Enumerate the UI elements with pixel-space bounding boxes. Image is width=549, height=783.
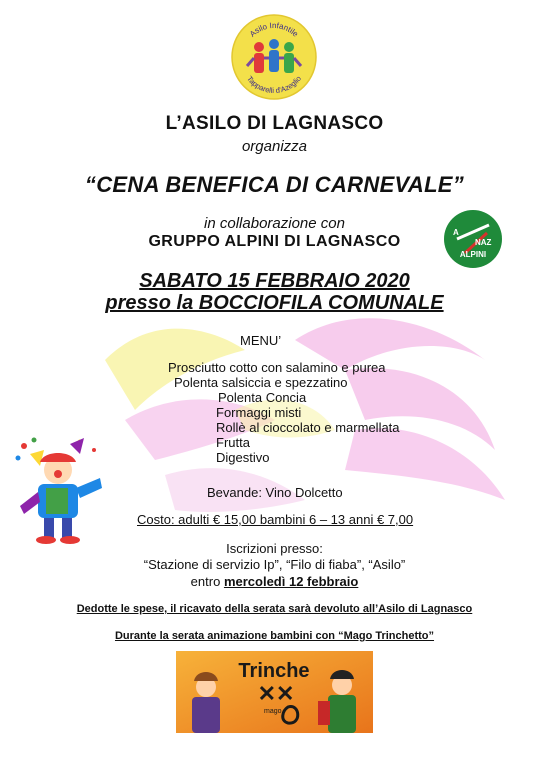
deadline-prefix: entro [190, 574, 221, 589]
menu-item: Prosciutto cotto con salamino e purea [168, 360, 386, 375]
logo-text-top: Asilo Infantile [247, 20, 301, 39]
alpini-logo-letter: A [453, 228, 459, 237]
menu-item: Formaggi misti [216, 405, 302, 420]
menu-title: MENU’ [240, 333, 282, 348]
alpini-logo-naz: NAZ [475, 238, 492, 247]
menu-item: Frutta [216, 435, 250, 450]
proceeds-note: Dedotte le spese, il ricavato della serata sarà devoluto all’Asilo di Lagnasco [76, 603, 473, 615]
banner-crosses-icon: ✕✕ [257, 681, 295, 706]
registration-places: “Stazione di servizio Ip”, “Filo di fiaba”, “Asilo” [143, 557, 406, 572]
alpini-association-logo [443, 209, 503, 269]
organizer-name: L’ASILO DI LAGNASCO [165, 113, 384, 134]
event-date: SABATO 15 FEBBRAIO 2020 [139, 270, 410, 292]
drinks-line: Bevande: Vino Dolcetto [207, 485, 343, 500]
menu-item: Rollè al cioccolato e marmellata [216, 420, 400, 435]
banner-subtitle: mago [264, 708, 282, 715]
partner-group-name: GRUPPO ALPINI DI LAGNASCO [148, 233, 401, 250]
menu-item: Digestivo [216, 450, 270, 465]
kindergarten-logo [231, 14, 317, 100]
logo-text-bottom: Tapparelli d'Azeglio [244, 74, 304, 96]
clown-illustration [10, 432, 110, 544]
entertainment-note: Durante la serata animazione bambini con “Mago Trinchetto” [114, 630, 435, 642]
menu-item: Polenta Concia [218, 390, 307, 405]
registration-deadline [0, 574, 549, 589]
children-figures-icon [247, 39, 301, 73]
event-venue: presso la BOCCIOFILA COMUNALE [105, 292, 444, 314]
magician-banner [176, 651, 373, 733]
menu-item: Polenta salsiccia e spezzatino [174, 375, 348, 390]
alpini-logo-label: ALPINI [459, 250, 487, 259]
organizer-verb: organizza [241, 138, 308, 155]
deadline-date: mercoledì 12 febbraio [223, 574, 359, 589]
registration-title: Iscrizioni presso: [226, 541, 323, 556]
collaboration-label: in collaborazione con [204, 215, 345, 232]
price-line: Costo: adulti € 15,00 bambini 6 – 13 anni € 7,00 [137, 512, 414, 527]
banner-title: Trinche [238, 660, 310, 682]
event-title: “CENA BENEFICA DI CARNEVALE” [84, 172, 465, 197]
